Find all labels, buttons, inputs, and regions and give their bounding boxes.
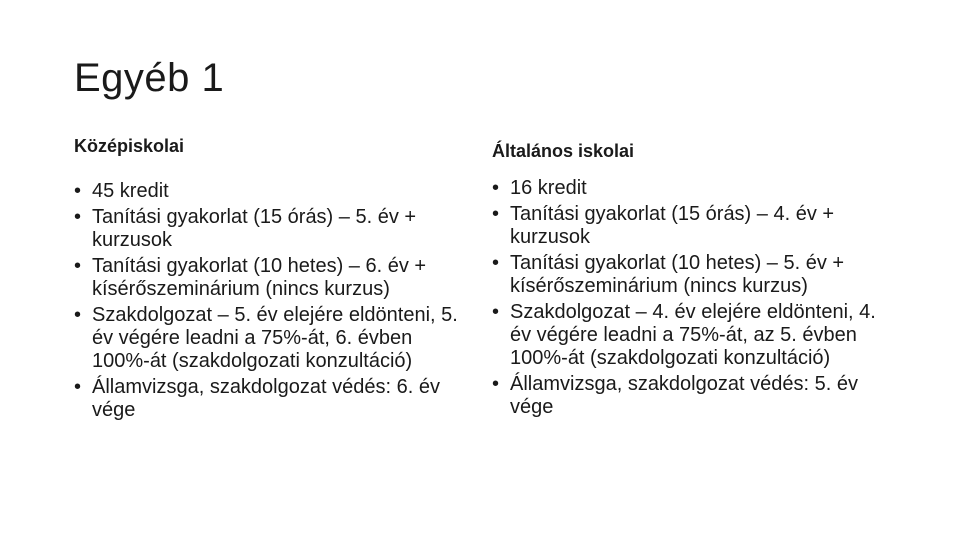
list-item-text: Államvizsga, szakdolgozat védés: 5. év vége (510, 373, 858, 418)
list-item (74, 180, 474, 203)
list-item-text: Tanítási gyakorlat (15 órás) – 4. év + kurzusok (510, 203, 835, 248)
bullet-icon: • (74, 180, 82, 202)
list-item-text: Tanítási gyakorlat (10 hetes) – 5. év + kísérőszeminárium (nincs kurzus) (510, 252, 845, 297)
bullet-icon: • (492, 252, 500, 274)
list-item (492, 301, 892, 370)
list-item-text: Szakdolgozat – 4. év elejére eldönteni, 4. év végére leadni a 75%-át, az 5. évben 100%-át (szakdolgozati konzultáció) (510, 301, 876, 369)
bullet-icon: • (74, 206, 82, 228)
list-item-text: Tanítási gyakorlat (15 órás) – 5. év + kurzusok (92, 206, 417, 251)
list-item (74, 304, 474, 373)
list-item-text: Szakdolgozat – 5. év elejére eldönteni, 5. év végére leadni a 75%-át, 6. évben 100%-át (szakdolgozati konzultáció) (92, 304, 458, 372)
right-column-list (492, 177, 892, 422)
list-item-text: Tanítási gyakorlat (10 hetes) – 6. év + kísérőszeminárium (nincs kurzus) (92, 255, 427, 300)
left-column-heading: Középiskolai (74, 136, 185, 156)
bullet-icon: • (74, 376, 82, 398)
bullet-icon: • (74, 255, 82, 277)
bullet-icon: • (492, 203, 500, 225)
right-column-heading: Általános iskolai (492, 141, 635, 161)
list-item (492, 203, 892, 249)
left-column-list (74, 180, 474, 425)
list-item (74, 206, 474, 252)
list-item (74, 376, 474, 422)
bullet-icon: • (492, 301, 500, 323)
bullet-icon: • (74, 304, 82, 326)
list-item-text: 45 kredit (92, 180, 169, 202)
slide-title: Egyéb 1 (74, 56, 225, 100)
list-item (492, 177, 892, 200)
list-item-text: Államvizsga, szakdolgozat védés: 6. év vége (92, 376, 440, 421)
bullet-icon: • (492, 373, 500, 395)
list-item (74, 255, 474, 301)
list-item (492, 373, 892, 419)
list-item-text: 16 kredit (510, 177, 587, 199)
bullet-icon: • (492, 177, 500, 199)
list-item (492, 252, 892, 298)
